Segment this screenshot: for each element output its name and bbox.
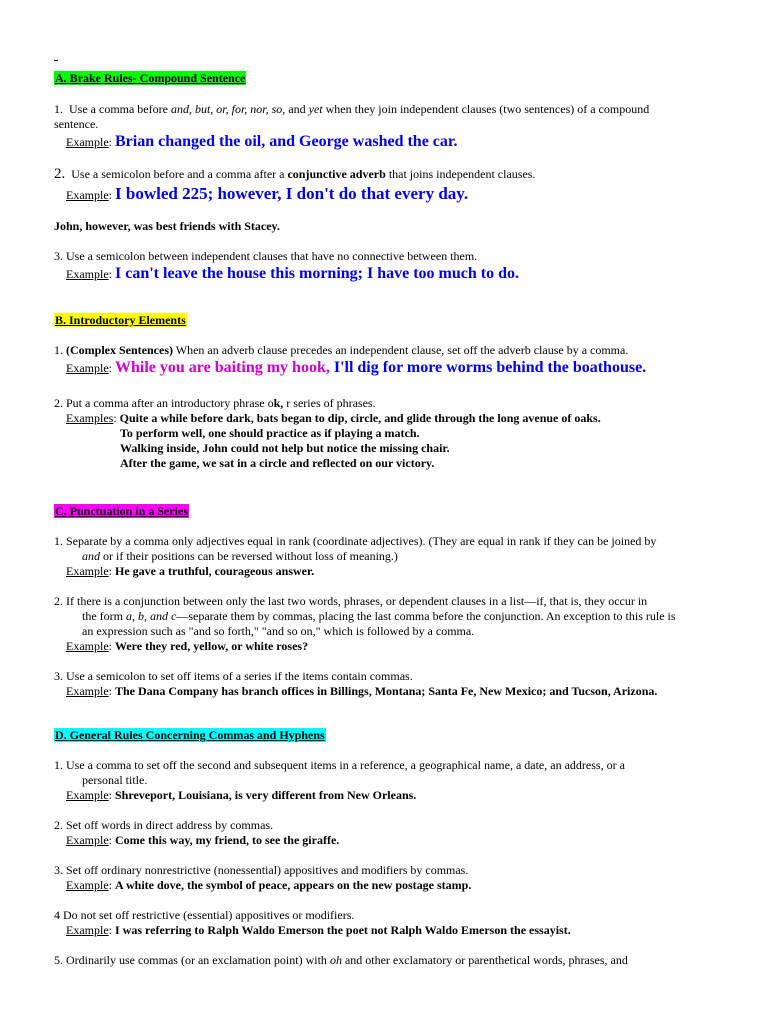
a-example2: Example: I bowled 225; however, I don't do that every day. bbox=[66, 184, 469, 203]
rule-text: r series of phrases. bbox=[283, 396, 376, 410]
c-example3: Example: The Dana Company has branch offices in Billings, Montana; Santa Fe, New Mexico; and Tucson, Arizona. bbox=[66, 684, 658, 698]
example-text: The Dana Company has branch offices in Billings, Montana; Santa Fe, New Mexico; and Tucson, Arizona. bbox=[115, 684, 658, 698]
rule-italic: a, b, and c bbox=[126, 609, 177, 623]
example-text: I'll dig for more worms behind the boathouse. bbox=[329, 359, 647, 376]
example-label: Example bbox=[66, 361, 109, 375]
d-example1: Example: Shreveport, Louisiana, is very different from New Orleans. bbox=[66, 788, 417, 802]
section-b-heading: B. Introductory Elements bbox=[55, 313, 186, 327]
d-rule4: 4 Do not set off restrictive (essential) appositives or modifiers. bbox=[54, 908, 355, 922]
b-example-4: After the game, we sat in a circle and reflected on our victory. bbox=[120, 456, 435, 470]
c-rule2-l3: an expression such as "and so forth," "and so on," which is followed by a comma. bbox=[82, 624, 475, 638]
section-a-heading-line bbox=[54, 71, 718, 86]
c-example2: Example: Were they red, yellow, or white roses? bbox=[66, 639, 309, 653]
example-text: A white dove, the symbol of peace, appears on the new postage stamp. bbox=[115, 878, 472, 892]
c-example1: Example: He gave a truthful, courageous answer. bbox=[66, 564, 315, 578]
example-text: Quite a while before dark, bats began to dip, circle, and glide through the long avenue of oaks. bbox=[119, 411, 601, 425]
example-label: Example bbox=[66, 639, 109, 653]
b-rule2 bbox=[54, 396, 718, 411]
rule-number: 2. bbox=[54, 166, 66, 182]
a-rule1-cont bbox=[54, 117, 718, 132]
rule-text: when they join independent clauses (two sentences) of a compound bbox=[322, 102, 650, 116]
example-label: Example bbox=[66, 684, 109, 698]
section-c-heading-line bbox=[54, 504, 718, 519]
b-example1: Example: While you are baiting my hook, I'll dig for more worms behind the boathouse. bbox=[66, 359, 647, 376]
d-example4: Example: I was referring to Ralph Waldo Emerson the poet not Ralph Waldo Emerson the essayist. bbox=[66, 923, 571, 937]
rule-text: 5. Ordinarily use commas (or an exclamation point) with bbox=[54, 953, 330, 967]
c-rule1: 1. Separate by a comma only adjectives equal in rank (coordinate adjectives). (They are equal in rank if they can be joined by bbox=[54, 534, 657, 548]
rule-text: sentence. bbox=[54, 117, 99, 131]
a-example3: Example: I can't leave the house this morning; I have too much to do. bbox=[66, 265, 520, 282]
section-d-heading: D. General Rules Concerning Commas and Hyphens bbox=[55, 728, 325, 742]
example-text: Were they red, yellow, or white roses? bbox=[115, 639, 309, 653]
example-text: I was referring to Ralph Waldo Emerson the poet not Ralph Waldo Emerson the essayist. bbox=[115, 923, 571, 937]
section-a-heading: A. Brake Rules- Compound Sentence bbox=[55, 71, 246, 85]
rule-number: 1. bbox=[54, 343, 66, 357]
rule-italic: and, but, or, for, nor, so, bbox=[170, 102, 286, 116]
rule-text: —separate them by commas, placing the last comma before the conjunction. An exception to this rule is bbox=[176, 609, 676, 623]
d-example3: Example: A white dove, the symbol of peace, appears on the new postage stamp. bbox=[66, 878, 472, 892]
examples-label: Examples bbox=[66, 411, 114, 425]
b-rule1 bbox=[54, 343, 718, 358]
example-label: Example bbox=[66, 135, 109, 149]
rule-number: 1. bbox=[54, 102, 63, 116]
rule-text: When an adverb clause precedes an independent clause, set off the adverb clause by a comma. bbox=[172, 343, 629, 357]
rule-text: or if their positions can be reversed without loss of meaning.) bbox=[100, 549, 398, 563]
a-john: John, however, was best friends with Stacey. bbox=[54, 219, 280, 233]
example-text: Shreveport, Louisiana, is very different from New Orleans. bbox=[115, 788, 417, 802]
a-rule1 bbox=[54, 102, 718, 117]
example-label: Example bbox=[66, 788, 109, 802]
example-label: Example bbox=[66, 267, 109, 281]
a-rule3: 3. Use a semicolon between independent clauses that have no connective between them. bbox=[54, 249, 478, 263]
rule-text: 2. Put a comma after an introductory phrase o bbox=[54, 396, 274, 410]
rule-text: and other exclamatory or parenthetical words, phrases, and bbox=[341, 953, 628, 967]
rule-bold: k, bbox=[273, 396, 284, 410]
rule-text: Use a comma before bbox=[69, 102, 171, 116]
section-d-heading-line bbox=[54, 728, 718, 743]
example-label: Example bbox=[66, 188, 109, 202]
example-text: Come this way, my friend, to see the giraffe. bbox=[115, 833, 340, 847]
example-label: Example bbox=[66, 833, 109, 847]
rule-text: that joins independent clauses. bbox=[385, 167, 536, 181]
rule-italic: and bbox=[82, 549, 100, 563]
example-text-purple: While you are baiting my hook, bbox=[115, 359, 330, 376]
example-text: I can't leave the house this morning; I have too much to do. bbox=[115, 265, 520, 282]
b-example-2: To perform well, one should practice as if playing a match. bbox=[120, 426, 420, 440]
example-label: Example bbox=[66, 564, 109, 578]
rule-text: and bbox=[285, 102, 309, 116]
rule-italic: oh bbox=[329, 953, 342, 967]
d-rule1: 1. Use a comma to set off the second and subsequent items in a reference, a geographical name, a date, an address, or a bbox=[54, 758, 625, 772]
c-rule2-l2 bbox=[54, 609, 718, 624]
example-text: He gave a truthful, courageous answer. bbox=[115, 564, 315, 578]
section-c-heading: C. Punctuation in a Series bbox=[55, 504, 189, 518]
d-example2: Example: Come this way, my friend, to see the giraffe. bbox=[66, 833, 340, 847]
d-rule3: 3. Set off ordinary nonrestrictive (nonessential) appositives and modifiers by commas. bbox=[54, 863, 469, 877]
c-rule1-cont bbox=[54, 549, 718, 564]
d-rule2: 2. Set off words in direct address by commas. bbox=[54, 818, 274, 832]
rule-text: Use a semicolon before and a comma after a bbox=[71, 167, 288, 181]
rule-bold: (Complex Sentences) bbox=[66, 343, 173, 357]
rule-bold: conjunctive adverb bbox=[287, 167, 386, 181]
example-text: Brian changed the oil, and George washed the car. bbox=[115, 133, 458, 150]
b-example-3: Walking inside, John could not help but notice the missing chair. bbox=[120, 441, 450, 455]
a-rule2 bbox=[54, 167, 718, 182]
rule-italic: yet bbox=[308, 102, 323, 116]
c-rule2: 2. If there is a conjunction between only the last two words, phrases, or dependent clauses in a list—if, that is, they occur in bbox=[54, 594, 648, 608]
page-mark bbox=[54, 60, 58, 61]
rule-text: the form bbox=[82, 609, 126, 623]
section-b-heading-line bbox=[54, 313, 718, 328]
d-rule5 bbox=[54, 953, 718, 968]
d-rule1-l2: personal title. bbox=[82, 773, 148, 787]
example-label: Example bbox=[66, 878, 109, 892]
c-rule3: 3. Use a semicolon to set off items of a series if the items contain commas. bbox=[54, 669, 413, 683]
b-examples: Examples: Quite a while before dark, bats began to dip, circle, and glide through the long avenue of oaks. bbox=[66, 411, 601, 425]
a-example1: Example: Brian changed the oil, and George washed the car. bbox=[66, 133, 458, 150]
example-text: I bowled 225; however, I don't do that every day. bbox=[115, 184, 469, 203]
example-label: Example bbox=[66, 923, 109, 937]
